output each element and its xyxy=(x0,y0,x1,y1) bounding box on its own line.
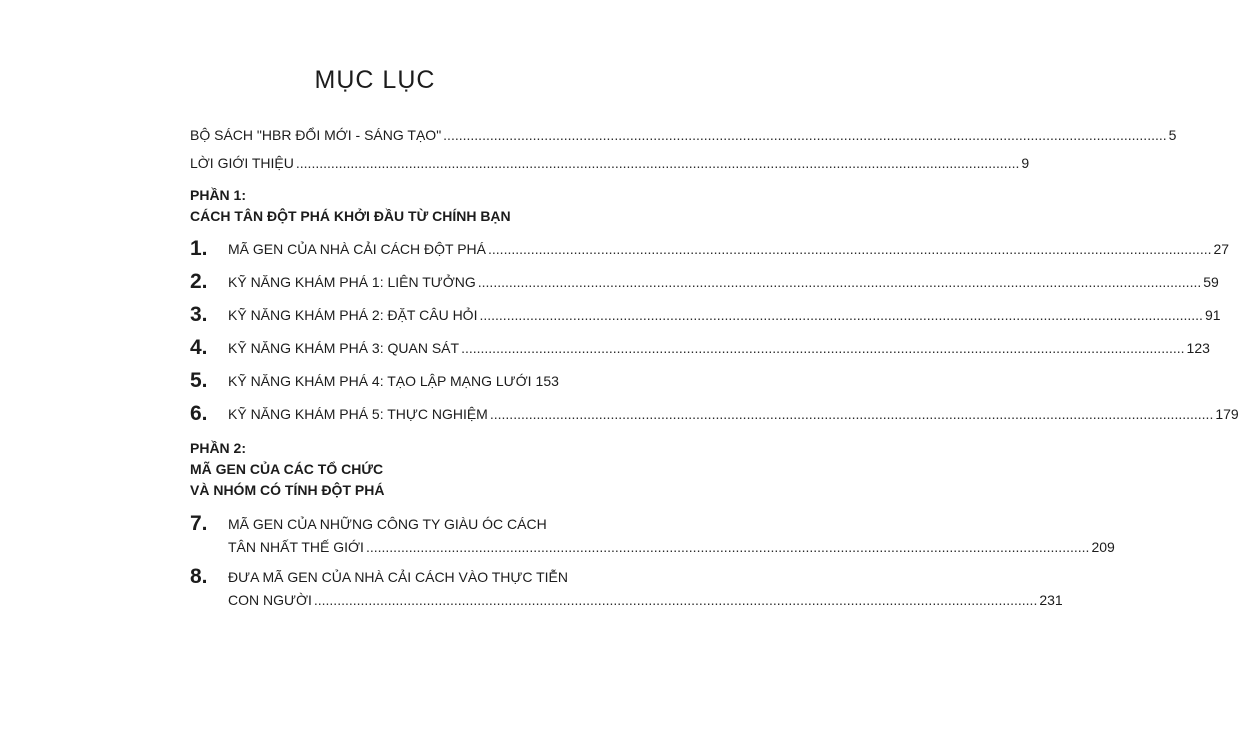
toc-entry-page: 91 xyxy=(1204,307,1221,323)
toc-entry-page: 27 xyxy=(1213,241,1230,257)
toc-entry-page: 5 xyxy=(1168,127,1177,143)
toc-entry-page: 9 xyxy=(1021,155,1030,171)
chapter-4 xyxy=(190,336,1210,360)
dot-leader xyxy=(461,340,1184,356)
chapter-number: 2. xyxy=(190,270,208,293)
toc-entry-label-line2: CON NGƯỜI xyxy=(228,592,312,608)
toc-entry-label-line1: ĐƯA MÃ GEN CỦA NHÀ CẢI CÁCH VÀO THỰC TIỄN xyxy=(228,569,569,585)
toc-entry xyxy=(228,373,559,389)
toc-entry xyxy=(228,241,1230,257)
dot-leader xyxy=(443,127,1166,143)
toc-entry-book-series xyxy=(190,127,1177,143)
toc-entry-page: 231 xyxy=(1039,592,1063,608)
toc-entry xyxy=(228,274,1219,290)
toc-entry xyxy=(228,592,1063,608)
chapter-number: 3. xyxy=(190,303,208,326)
chapter-number: 6. xyxy=(190,402,208,425)
toc-entry-page: 123 xyxy=(1186,340,1210,356)
part1-subtitle: CÁCH TÂN ĐỘT PHÁ KHỞI ĐẦU TỪ CHÍNH BẠN xyxy=(190,208,511,224)
toc-entry xyxy=(228,406,1239,422)
toc-entry-label-line1: MÃ GEN CỦA NHỮNG CÔNG TY GIÀU ÓC CÁCH xyxy=(228,516,547,532)
chapter-6 xyxy=(190,402,1239,426)
chapter-number: 8. xyxy=(190,565,208,588)
dot-leader xyxy=(488,241,1211,257)
chapter-7 xyxy=(190,512,1115,560)
chapter-2 xyxy=(190,270,1219,294)
chapter-number: 5. xyxy=(190,369,208,392)
toc-entry-label: KỸ NĂNG KHÁM PHÁ 1: LIÊN TƯỞNG xyxy=(228,274,476,290)
toc-entry-label: KỸ NĂNG KHÁM PHÁ 4: TẠO LẬP MẠNG LƯỚI xyxy=(228,373,532,389)
chapter-8 xyxy=(190,565,1063,613)
chapter-number: 7. xyxy=(190,512,208,535)
dot-leader xyxy=(490,406,1213,422)
part1-heading: PHẦN 1: xyxy=(190,187,247,203)
toc-entry-label: BỘ SÁCH "HBR ĐỔI MỚI - SÁNG TẠO" xyxy=(190,127,442,143)
toc-entry-page: 59 xyxy=(1203,274,1219,290)
chapter-number: 1. xyxy=(190,237,208,260)
toc-entry xyxy=(228,340,1210,356)
chapter-number: 4. xyxy=(190,336,208,359)
toc-entry-introduction xyxy=(190,155,1030,171)
toc-entry-page: 153 xyxy=(535,373,559,389)
page-title: MỤC LỤC xyxy=(314,66,436,94)
toc-entry-label-line2: TÂN NHẤT THẾ GIỚI xyxy=(228,539,364,555)
toc-entry xyxy=(228,539,1115,555)
dot-leader xyxy=(296,155,1019,171)
chapter-5 xyxy=(190,369,559,393)
toc-entry-label: MÃ GEN CỦA NHÀ CẢI CÁCH ĐỘT PHÁ xyxy=(228,241,487,257)
toc-entry-label: KỸ NĂNG KHÁM PHÁ 2: ĐẶT CÂU HỎI xyxy=(228,307,478,323)
toc-entry-label: KỸ NĂNG KHÁM PHÁ 5: THỰC NGHIỆM xyxy=(228,406,488,422)
part2-subtitle-line1: MÃ GEN CỦA CÁC TỔ CHỨC xyxy=(190,461,384,477)
toc-entry xyxy=(228,307,1221,323)
toc-entry-label: KỸ NĂNG KHÁM PHÁ 3: QUAN SÁT xyxy=(228,340,460,356)
dot-leader xyxy=(478,274,1201,290)
dot-leader xyxy=(366,539,1089,555)
dot-leader xyxy=(479,307,1202,323)
chapter-3 xyxy=(190,303,1221,327)
chapter-1 xyxy=(190,237,1230,261)
toc-entry-label: LỜI GIỚI THIỆU xyxy=(190,155,294,171)
dot-leader xyxy=(314,592,1037,608)
part2-heading: PHẦN 2: xyxy=(190,440,247,456)
part2-subtitle-line2: VÀ NHÓM CÓ TÍNH ĐỘT PHÁ xyxy=(190,482,385,498)
toc-entry-page: 209 xyxy=(1091,539,1115,555)
toc-entry-page: 179 xyxy=(1215,406,1239,422)
